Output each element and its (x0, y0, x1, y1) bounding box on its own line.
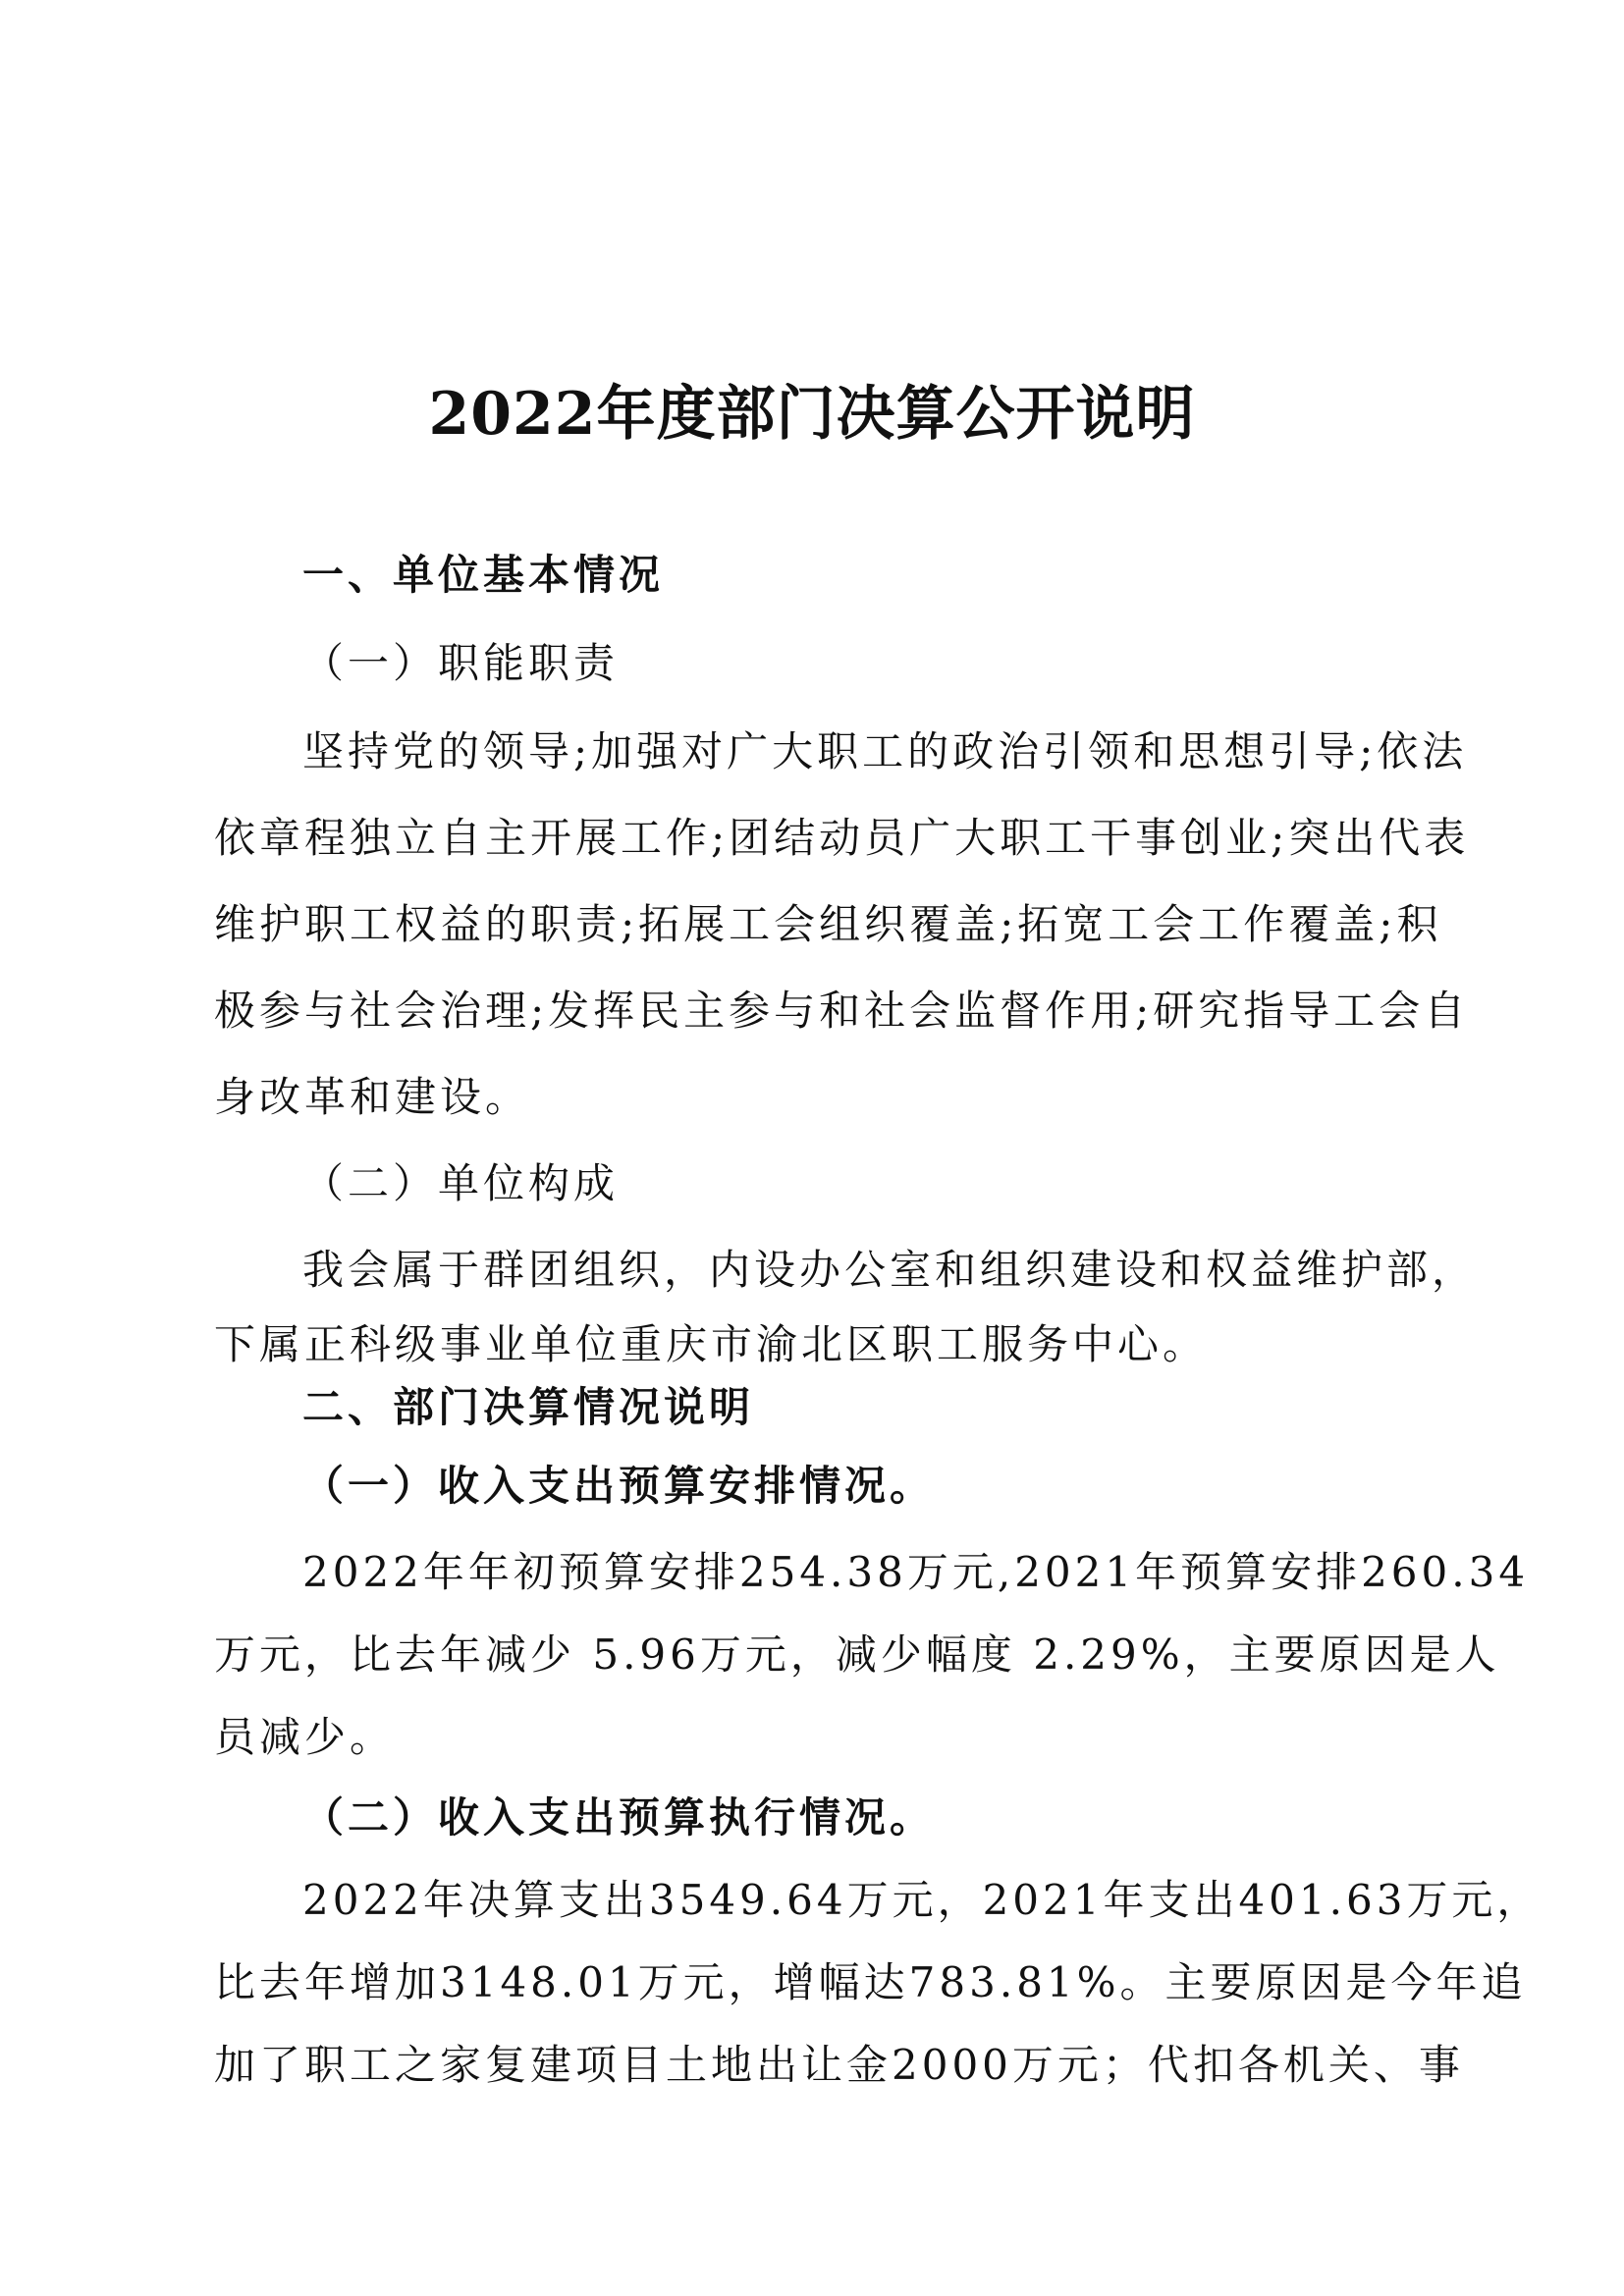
paragraph-line: 员减少。 (214, 1713, 396, 1761)
section-heading: 一、单位基本情况 (302, 551, 665, 599)
paragraph-line: 身改革和建设。 (214, 1073, 531, 1121)
paragraph-line: 万元，比去年减少 5.96万元，减少幅度 2.29%，主要原因是人 (214, 1630, 1500, 1679)
paragraph-line: 2022年年初预算安排254.38万元,2021年预算安排260.34 (302, 1548, 1530, 1596)
section-heading: 二、部门决算情况说明 (302, 1383, 755, 1431)
document-title: 2022年度部门决算公开说明 (428, 380, 1196, 449)
subsection-heading: （一）收入支出预算安排情况。 (302, 1462, 936, 1510)
paragraph-line: 坚持党的领导;加强对广大职工的政治引领和思想引导;依法 (302, 727, 1468, 775)
paragraph-line: 维护职工权益的职责;拓展工会组织覆盖;拓宽工会工作覆盖;积 (214, 900, 1442, 948)
subsection-heading: （二）单位构成 (302, 1159, 620, 1207)
paragraph-line: 2022年决算支出3549.64万元，2021年支出401.63万元， (302, 1876, 1543, 1924)
paragraph-line: 下属正科级事业单位重庆市渝北区职工服务中心。 (214, 1320, 1209, 1368)
paragraph-line: 加了职工之家复建项目土地出让金2000万元；代扣各机关、事 (214, 2041, 1464, 2089)
paragraph-line: 极参与社会治理;发挥民主参与和社会监督作用;研究指导工会自 (214, 987, 1470, 1035)
paragraph-line: 我会属于群团组织，内设办公室和组织建设和权益维护部， (302, 1246, 1478, 1294)
subsection-heading: （一）职能职责 (302, 639, 620, 687)
paragraph-line: 依章程独立自主开展工作;团结动员广大职工干事创业;突出代表 (214, 814, 1470, 862)
paragraph-line: 比去年增加3148.01万元，增幅达783.81%。主要原因是今年追 (214, 1958, 1527, 2006)
subsection-heading: （二）收入支出预算执行情况。 (302, 1793, 936, 1842)
